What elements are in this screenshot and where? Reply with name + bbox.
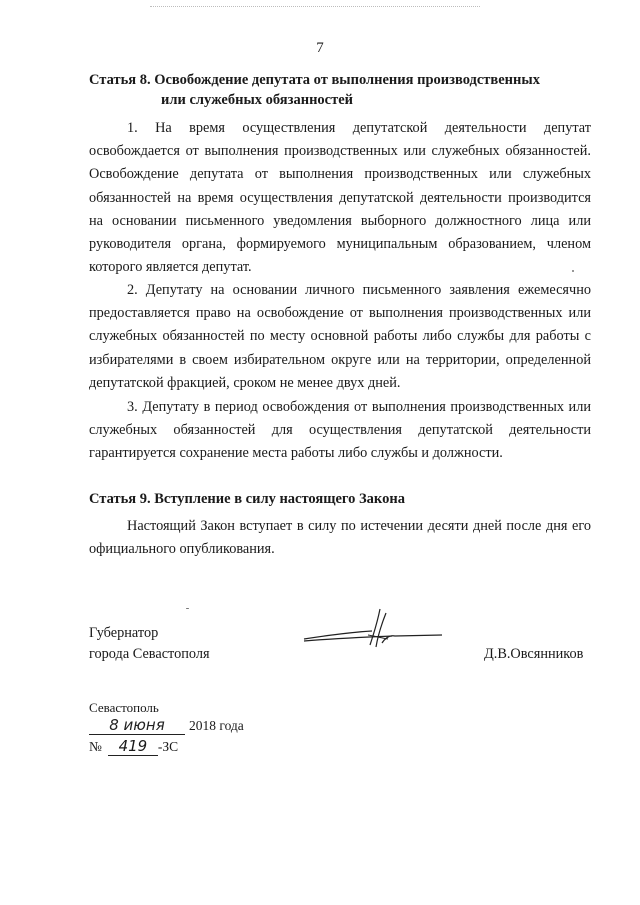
article-9-heading: Статья 9. Вступление в силу настоящего Закона <box>89 491 405 507</box>
handwritten-law-number: 419 <box>108 737 158 756</box>
article-8-heading-line1: Статья 8. Освобождение депутата от выполнения производственных <box>89 72 540 88</box>
scan-artifact <box>150 6 480 9</box>
signatory-position <box>89 623 210 665</box>
date-year: 2018 года <box>189 718 244 733</box>
place-of-signing: Севастополь <box>89 700 159 715</box>
article-9-paragraph: Настоящий Закон вступает в силу по истечении десяти дней после дня его официального опубликования. <box>89 518 591 558</box>
scan-speck <box>572 270 574 272</box>
date-line <box>89 716 244 738</box>
page-number: 7 <box>316 40 324 56</box>
signatory-position-line1: Губернатор <box>89 625 159 641</box>
handwritten-date: 8 июня <box>89 716 185 735</box>
article-8-heading-line2: или служебных обязанностей <box>161 92 354 108</box>
signatory-name: Д.В.Овсянников <box>484 646 584 662</box>
number-sign: № <box>89 739 102 754</box>
article-8-paragraph-1: 1. На время осуществления депутатской деятельности депутат освобождается от выполнения производственных или служебных обязанностей. Освобождение депутата от выполнения производственных или служебных обязанностей на время осуществления депутатской деятельности производится на основании письменного уведомления выборного должностного лица или руководителя органа, формируемого муниципальным образованием, членом которого является депутат. <box>89 120 591 276</box>
signatory-position-line2: города Севастополя <box>89 646 210 662</box>
article-8-paragraph-3: 3. Депутату в период освобождения от выполнения производственных или служебных обязанностей для осуществления депутатской деятельности гарантируется сохранение места работы либо службы и должности. <box>89 399 591 462</box>
article-8-paragraph-2: 2. Депутату на основании личного письменного заявления ежемесячно предоставляется право на освобождение от выполнения производственных или служебных обязанностей по месту основной работы либо службы для работы с избирателями в своем избирательном округе или на территории, определенной депутатской фракцией, сроком не менее двух дней. <box>89 282 591 391</box>
scan-speck <box>186 608 189 609</box>
article-8-heading <box>89 70 609 110</box>
law-number-suffix: -ЗС <box>157 739 179 754</box>
law-number-line <box>89 737 178 759</box>
handwritten-signature <box>300 605 450 655</box>
